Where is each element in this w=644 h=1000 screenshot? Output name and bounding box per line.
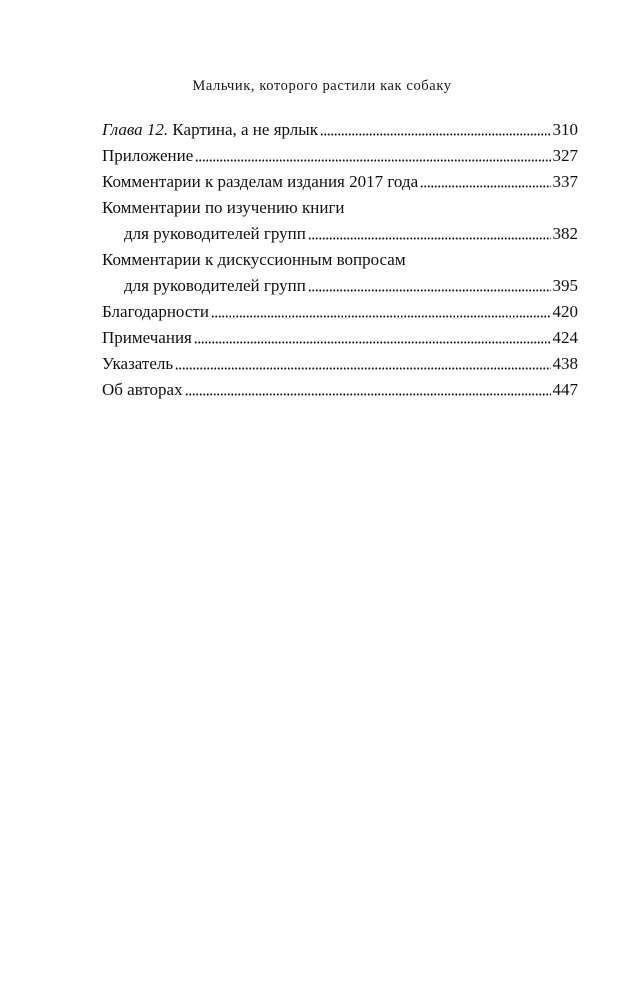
toc-entry-title: Указатель xyxy=(102,354,174,373)
dot-leader xyxy=(194,341,551,344)
toc-entry-about-authors[interactable] xyxy=(102,377,578,403)
toc-entry-page: 447 xyxy=(552,380,578,399)
dot-leader xyxy=(320,133,551,136)
dot-leader xyxy=(185,393,551,396)
toc-entry-title: Приложение xyxy=(102,146,194,165)
running-head: Мальчик, которого растили как собаку xyxy=(192,78,452,94)
toc-entry-appendix[interactable] xyxy=(102,143,578,169)
toc-entry-page: 337 xyxy=(552,172,578,191)
dot-leader xyxy=(195,159,550,162)
table-of-contents xyxy=(102,117,578,403)
toc-entry-page: 382 xyxy=(552,224,578,243)
toc-entry-discussion-comments[interactable] xyxy=(102,247,578,299)
toc-entry-title: Примечания xyxy=(102,328,192,347)
chapter-label: Глава 12. xyxy=(102,120,169,139)
chapter-title: Картина, а не ярлык xyxy=(172,120,318,139)
toc-entry-title-line1: Комментарии к дискуссионным вопросам xyxy=(102,250,406,269)
toc-entry-notes[interactable] xyxy=(102,325,578,351)
dot-leader xyxy=(175,367,550,370)
toc-entry-chapter-12[interactable] xyxy=(102,117,578,143)
toc-entry-title: Благодарности xyxy=(102,302,209,321)
toc-entry-page: 420 xyxy=(552,302,578,321)
toc-entry-acknowledgements[interactable] xyxy=(102,299,578,325)
toc-entry-title: Об авторах xyxy=(102,380,183,399)
dot-leader xyxy=(308,289,551,292)
toc-entry-page: 395 xyxy=(552,276,578,295)
toc-entry-page: 438 xyxy=(552,354,578,373)
toc-entry-title: Комментарии к разделам издания 2017 года xyxy=(102,172,419,191)
toc-entry-study-comments[interactable] xyxy=(102,195,578,247)
toc-entry-title: для руководителей групп xyxy=(124,224,306,243)
toc-entry-title-line1: Комментарии по изучению книги xyxy=(102,198,345,217)
toc-entry-page: 310 xyxy=(552,120,578,139)
toc-entry-title: для руководителей групп xyxy=(124,276,306,295)
toc-entry-page: 424 xyxy=(552,328,578,347)
toc-entry-2017-comments[interactable] xyxy=(102,169,578,195)
dot-leader xyxy=(211,315,551,318)
toc-entry-index[interactable] xyxy=(102,351,578,377)
toc-entry-page: 327 xyxy=(552,146,578,165)
dot-leader xyxy=(308,237,551,240)
toc-entry-title xyxy=(102,117,318,143)
dot-leader xyxy=(420,185,550,188)
